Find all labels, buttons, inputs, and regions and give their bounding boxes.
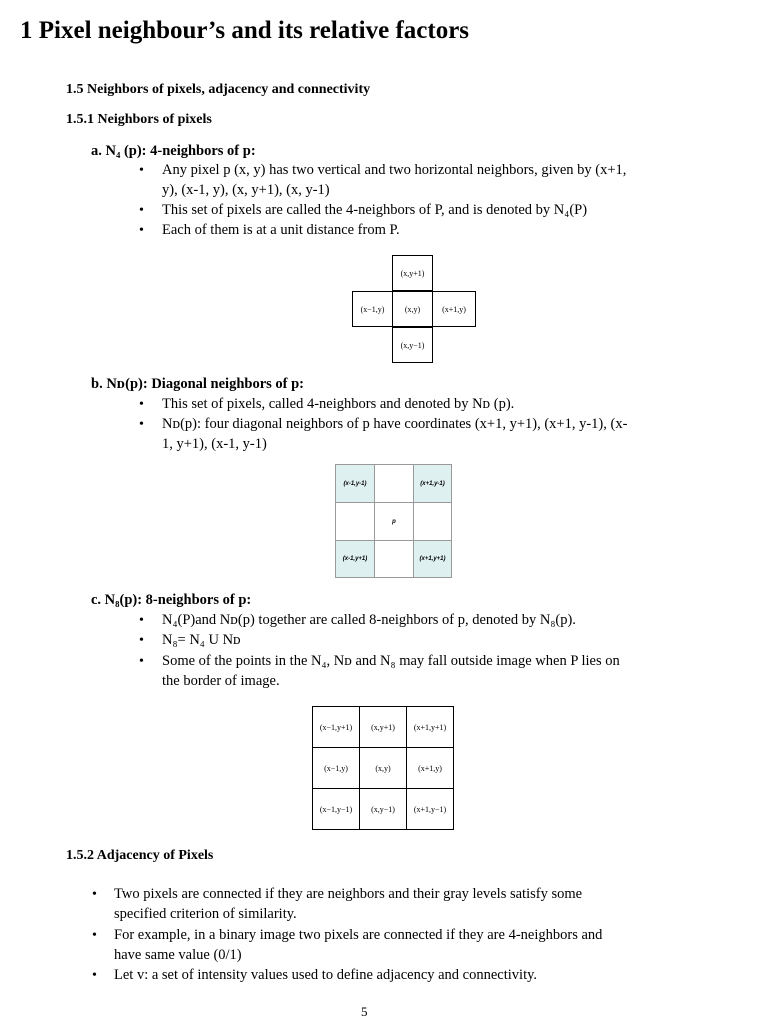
text-line: Some of the points in the N₄, Nᴅ and N₈ may fall outside image when P lies on xyxy=(162,653,620,669)
grid-cell-top-right xyxy=(413,464,452,503)
text-line: Two pixels are connected if they are neighbors and their gray levels satisfy some xyxy=(114,886,583,902)
grid-cell: (x+1,y−1) xyxy=(406,788,454,830)
bullet-icon: • xyxy=(139,203,144,218)
text-line: specified criterion of similarity. xyxy=(114,906,297,922)
text-line: y), (x-1, y), (x, y+1), (x, y-1) xyxy=(162,182,330,198)
grid-cell: (x−1,y+1) xyxy=(312,706,360,748)
grid-cell: (x+1,y) xyxy=(406,747,454,789)
grid-label: (x-1,y+1) xyxy=(342,556,368,562)
text-line: 1, y+1), (x-1, y-1) xyxy=(162,436,267,452)
bullet-icon: • xyxy=(139,613,144,628)
grid-cell: (x,y+1) xyxy=(359,706,407,748)
bullet-icon: • xyxy=(92,968,97,983)
subsection-heading-c: c. N₈(p): 8-neighbors of p: xyxy=(91,592,252,608)
grid-cell-right: (x+1,y) xyxy=(432,291,476,327)
bullet-icon: • xyxy=(139,417,144,432)
text-line: Let v: a set of intensity values used to define adjacency and connectivity. xyxy=(114,967,538,983)
four-neighbors-diagram xyxy=(352,255,476,363)
text-line: For example, in a binary image two pixels are connected if they are 4-neighbors and xyxy=(114,927,603,943)
grid-cell: (x,y) xyxy=(359,747,407,789)
section-heading-1-5: 1.5 Neighbors of pixels, adjacency and connectivity xyxy=(66,82,371,97)
bullet-icon: • xyxy=(139,163,144,178)
grid-cell-top: (x,y+1) xyxy=(392,255,433,291)
text-line: N₄(P)and Nᴅ(p) together are called 8-neighbors of p, denoted by N₈(p). xyxy=(162,612,576,628)
bullet-icon: • xyxy=(139,633,144,648)
grid-cell: (x,y−1) xyxy=(359,788,407,830)
text-line: This set of pixels are called the 4-neighbors of P, and is denoted by N₄(P) xyxy=(162,202,588,218)
diagonal-neighbors-diagram xyxy=(335,464,452,578)
grid-cell: (x−1,y) xyxy=(312,747,360,789)
bullet-icon: • xyxy=(139,223,144,238)
text-line: the border of image. xyxy=(162,673,280,689)
grid-cell-bottom-right xyxy=(413,540,452,578)
grid-cell-center: (x,y) xyxy=(392,291,433,327)
section-heading-1-5-1: 1.5.1 Neighbors of pixels xyxy=(66,112,212,127)
grid-cell-bottom-left xyxy=(335,540,375,578)
subsection-heading-a: a. N₄ (p): 4-neighbors of p: xyxy=(91,143,256,159)
grid-cell-center xyxy=(374,502,414,541)
grid-cell-top-left xyxy=(335,464,375,503)
grid-cell-right xyxy=(413,502,452,541)
bullet-icon: • xyxy=(139,397,144,412)
grid-label: (x+1,y-1) xyxy=(420,480,445,487)
eight-neighbors-diagram xyxy=(312,706,454,830)
text-line: Nᴅ(p): four diagonal neighbors of p have coordinates (x+1, y+1), (x+1, y-1), (x- xyxy=(162,416,628,432)
text-line: Each of them is at a unit distance from P. xyxy=(162,222,400,238)
text-line: N₈= N₄ U Nᴅ xyxy=(162,632,241,648)
text-line: This set of pixels, called 4-neighbors and denoted by Nᴅ (p). xyxy=(162,396,515,412)
grid-cell-left: (x−1,y) xyxy=(352,291,393,327)
grid-cell: (x+1,y+1) xyxy=(406,706,454,748)
grid-label: (x+1,y+1) xyxy=(419,556,446,562)
grid-cell-top xyxy=(374,464,414,503)
bullet-icon: • xyxy=(92,887,97,902)
grid-cell-left xyxy=(335,502,375,541)
grid-cell-bottom xyxy=(374,540,414,578)
grid-cell-bottom: (x,y−1) xyxy=(392,327,433,363)
bullet-icon: • xyxy=(92,928,97,943)
section-heading-1-5-2: 1.5.2 Adjacency of Pixels xyxy=(66,848,214,863)
page-number: 5 xyxy=(361,1004,368,1019)
grid-label: (x-1,y-1) xyxy=(343,480,367,487)
grid-label: p xyxy=(392,518,396,525)
bullet-icon: • xyxy=(139,654,144,669)
text-line: Any pixel p (x, y) has two vertical and two horizontal neighbors, given by (x+1, xyxy=(162,162,627,178)
page-title: 1 Pixel neighbour’s and its relative factors xyxy=(20,17,470,44)
grid-cell: (x−1,y−1) xyxy=(312,788,360,830)
subsection-heading-b: b. Nᴅ(p): Diagonal neighbors of p: xyxy=(91,376,305,392)
text-line: have same value (0/1) xyxy=(114,947,242,963)
